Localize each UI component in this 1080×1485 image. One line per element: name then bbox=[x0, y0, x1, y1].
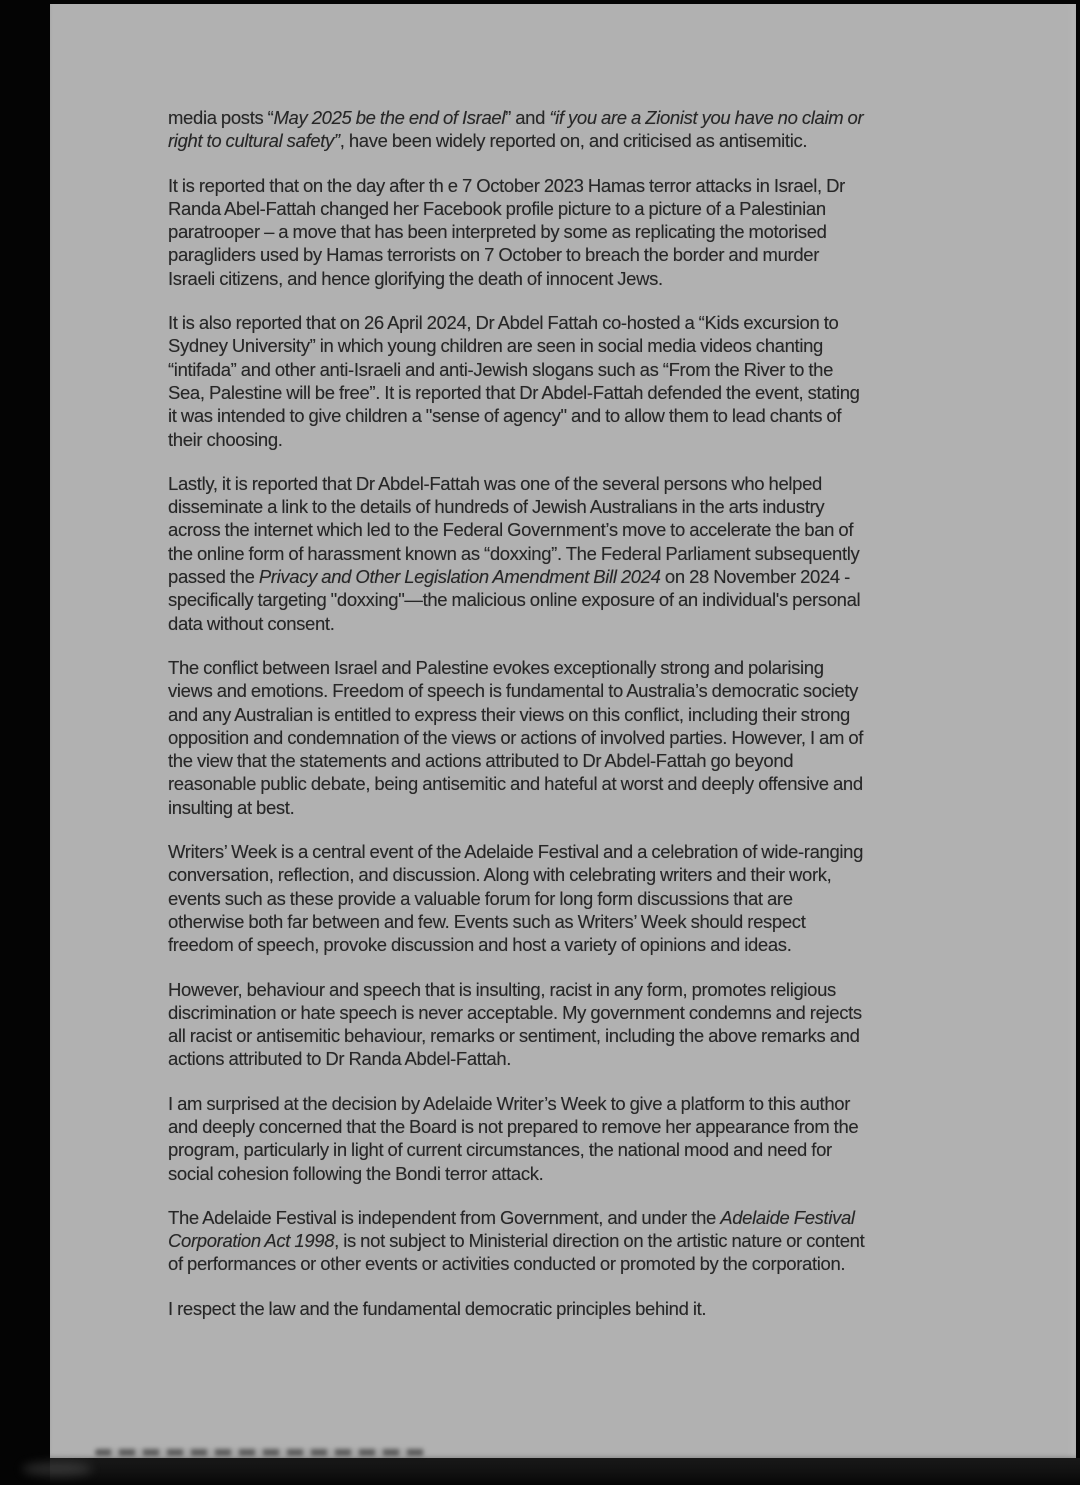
text-run: actions attributed to Dr Randa Abdel-Fattah. bbox=[168, 1048, 512, 1070]
text-run: social cohesion following the Bondi terror attack. bbox=[168, 1162, 544, 1184]
scanner-bottom-strip bbox=[50, 1458, 1080, 1485]
text-line bbox=[168, 518, 998, 541]
text-run: Israeli citizens, and hence glorifying the death of innocent Jews. bbox=[168, 267, 663, 289]
paragraph bbox=[168, 656, 998, 819]
text-run: However, behaviour and speech that is insulting, racist in any form, promotes religious bbox=[168, 978, 836, 1000]
text-line bbox=[168, 749, 998, 772]
text-run: otherwise both far between and few. Events such as Writers’ Week should respect bbox=[168, 910, 806, 932]
text-run: the online form of harassment known as “doxxing”. The Federal Parliament subsequently bbox=[168, 542, 860, 564]
text-run: opposition and condemnation of the views or actions of involved parties. However, I am of bbox=[168, 726, 864, 748]
text-line bbox=[168, 796, 998, 819]
text-line bbox=[168, 404, 998, 427]
text-run: , have been widely reported on, and criticised as antisemitic. bbox=[339, 130, 808, 152]
text-run: views and emotions. Freedom of speech is fundamental to Australia’s democratic society bbox=[168, 680, 859, 702]
text-line bbox=[168, 679, 998, 702]
document-page bbox=[50, 4, 1076, 1458]
text-run: I am surprised at the decision by Adelaide Writer’s Week to give a platform to this author bbox=[168, 1092, 851, 1114]
text-run: freedom of speech, provoke discussion and host a variety of opinions and ideas. bbox=[168, 934, 792, 956]
paragraph bbox=[168, 311, 998, 451]
text-run: on 28 November 2024 - bbox=[660, 566, 850, 588]
text-line bbox=[168, 542, 998, 565]
text-run: It is reported that on the day after th e 7 October 2023 Hamas terror attacks in Israel, Dr bbox=[168, 174, 845, 196]
text-line bbox=[168, 612, 998, 635]
paragraph bbox=[168, 1297, 998, 1320]
text-line bbox=[168, 1206, 998, 1229]
text-line bbox=[168, 887, 998, 910]
text-run: paragliders used by Hamas terrorists on 7 October to breach the border and murder bbox=[168, 244, 820, 266]
text-run: “intifada” and other anti-Israeli and anti-Jewish slogans such as “From the River to the bbox=[168, 358, 834, 380]
text-run: conversation, reflection, and discussion. Along with celebrating writers and their work, bbox=[168, 864, 832, 886]
text-line bbox=[168, 1297, 998, 1320]
text-line bbox=[168, 588, 998, 611]
text-run: the view that the statements and actions attributed to Dr Abdel-Fattah go beyond bbox=[168, 750, 794, 772]
text-line bbox=[168, 1115, 998, 1138]
text-run: of performances or other events or activities conducted or promoted by the corporation. bbox=[168, 1253, 846, 1275]
text-line bbox=[168, 472, 998, 495]
text-run: it was intended to give children a "sense of agency" and to allow them to lead chants of bbox=[168, 405, 842, 427]
text-run: Sydney University” in which young children are seen in social media videos chanting bbox=[168, 335, 823, 357]
text-line bbox=[168, 243, 998, 266]
text-line bbox=[168, 197, 998, 220]
text-line bbox=[168, 311, 998, 334]
text-line bbox=[168, 106, 998, 129]
italic-text-run: Adelaide Festival bbox=[720, 1206, 855, 1228]
text-run: insulting at best. bbox=[168, 796, 295, 818]
text-line bbox=[168, 933, 998, 956]
text-run: program, particularly in light of current circumstances, the national mood and need for bbox=[168, 1139, 832, 1161]
text-line bbox=[168, 1162, 998, 1185]
text-line bbox=[168, 1024, 998, 1047]
text-run: reasonable public debate, being antisemitic and hateful at worst and deeply offensive and bbox=[168, 773, 863, 795]
text-run: passed the bbox=[168, 566, 259, 588]
text-line bbox=[168, 863, 998, 886]
text-line bbox=[168, 267, 998, 290]
italic-text-run: May 2025 be the end of Israel bbox=[273, 107, 506, 128]
paragraph bbox=[168, 840, 998, 956]
paragraph bbox=[168, 106, 998, 153]
paragraph bbox=[168, 1206, 998, 1276]
text-line bbox=[168, 1047, 998, 1070]
text-line bbox=[168, 703, 998, 726]
text-run: I respect the law and the fundamental democratic principles behind it. bbox=[168, 1297, 707, 1319]
text-run: paratrooper – a move that has been interpreted by some as replicating the motorised bbox=[168, 221, 827, 243]
text-run: data without consent. bbox=[168, 612, 335, 634]
text-line bbox=[168, 129, 998, 152]
text-run: specifically targeting "doxxing"—the malicious online exposure of an individual's personal bbox=[168, 589, 861, 611]
italic-text-run: right to cultural safety” bbox=[168, 130, 340, 152]
text-run: events such as these provide a valuable forum for long form discussions that are bbox=[168, 887, 793, 909]
italic-text-run: Corporation Act 1998 bbox=[168, 1230, 335, 1252]
text-line bbox=[168, 1092, 998, 1115]
text-line bbox=[168, 726, 998, 749]
paragraph bbox=[168, 978, 998, 1071]
text-run: The conflict between Israel and Palestine evokes exceptionally strong and polarising bbox=[168, 656, 824, 678]
paragraph bbox=[168, 174, 998, 290]
text-line bbox=[168, 1252, 998, 1275]
letter-body bbox=[168, 106, 998, 1341]
text-run: ” and bbox=[505, 107, 550, 128]
text-line bbox=[168, 381, 998, 404]
text-line bbox=[168, 910, 998, 933]
text-run: their choosing. bbox=[168, 428, 283, 450]
paragraph bbox=[168, 472, 998, 635]
text-line bbox=[168, 358, 998, 381]
text-run: all racist or antisemitic behaviour, remarks or sentiment, including the above remarks and bbox=[168, 1025, 860, 1047]
text-line bbox=[168, 565, 998, 588]
text-run: disseminate a link to the details of hundreds of Jewish Australians in the arts industry bbox=[168, 496, 825, 518]
text-run: across the internet which led to the Federal Government’s move to accelerate the ban of bbox=[168, 519, 854, 541]
text-line bbox=[168, 772, 998, 795]
text-line bbox=[168, 1001, 998, 1024]
text-line bbox=[168, 840, 998, 863]
italic-text-run: Privacy and Other Legislation Amendment Bill 2024 bbox=[258, 566, 661, 588]
text-run: It is also reported that on 26 April 2024, Dr Abdel Fattah co-hosted a “Kids excursion to bbox=[168, 312, 839, 334]
italic-text-run: “if you are a Zionist you have no claim or bbox=[549, 107, 864, 128]
text-run: and deeply concerned that the Board is not prepared to remove her appearance from the bbox=[168, 1115, 859, 1137]
text-line bbox=[168, 428, 998, 451]
text-run: Randa Abel-Fattah changed her Facebook profile picture to a picture of a Palestinian bbox=[168, 197, 826, 219]
text-line bbox=[168, 656, 998, 679]
text-run: Writers’ Week is a central event of the Adelaide Festival and a celebration of wide-ranging bbox=[168, 841, 864, 863]
text-line bbox=[168, 220, 998, 243]
text-line bbox=[168, 978, 998, 1001]
text-line bbox=[168, 174, 998, 197]
text-run: Lastly, it is reported that Dr Abdel-Fattah was one of the several persons who helped bbox=[168, 472, 822, 494]
text-run: Sea, Palestine will be free”. It is reported that Dr Abdel-Fattah defended the event, stating bbox=[168, 381, 860, 403]
text-run: , is not subject to Ministerial direction on the artistic nature or content bbox=[334, 1230, 865, 1252]
text-line bbox=[168, 1229, 998, 1252]
text-line bbox=[168, 334, 998, 357]
paragraph bbox=[168, 1092, 998, 1185]
corner-light-artifact bbox=[22, 1462, 92, 1476]
text-run: The Adelaide Festival is independent from Government, and under the bbox=[168, 1206, 721, 1228]
text-run: discrimination or hate speech is never acceptable. My government condemns and rejects bbox=[168, 1001, 862, 1023]
text-run: and any Australian is entitled to express their views on this conflict, including their strong bbox=[168, 703, 850, 725]
page-bottom-artifact bbox=[95, 1449, 425, 1456]
text-run: media posts “ bbox=[168, 107, 274, 128]
text-line bbox=[168, 495, 998, 518]
text-line bbox=[168, 1138, 998, 1161]
